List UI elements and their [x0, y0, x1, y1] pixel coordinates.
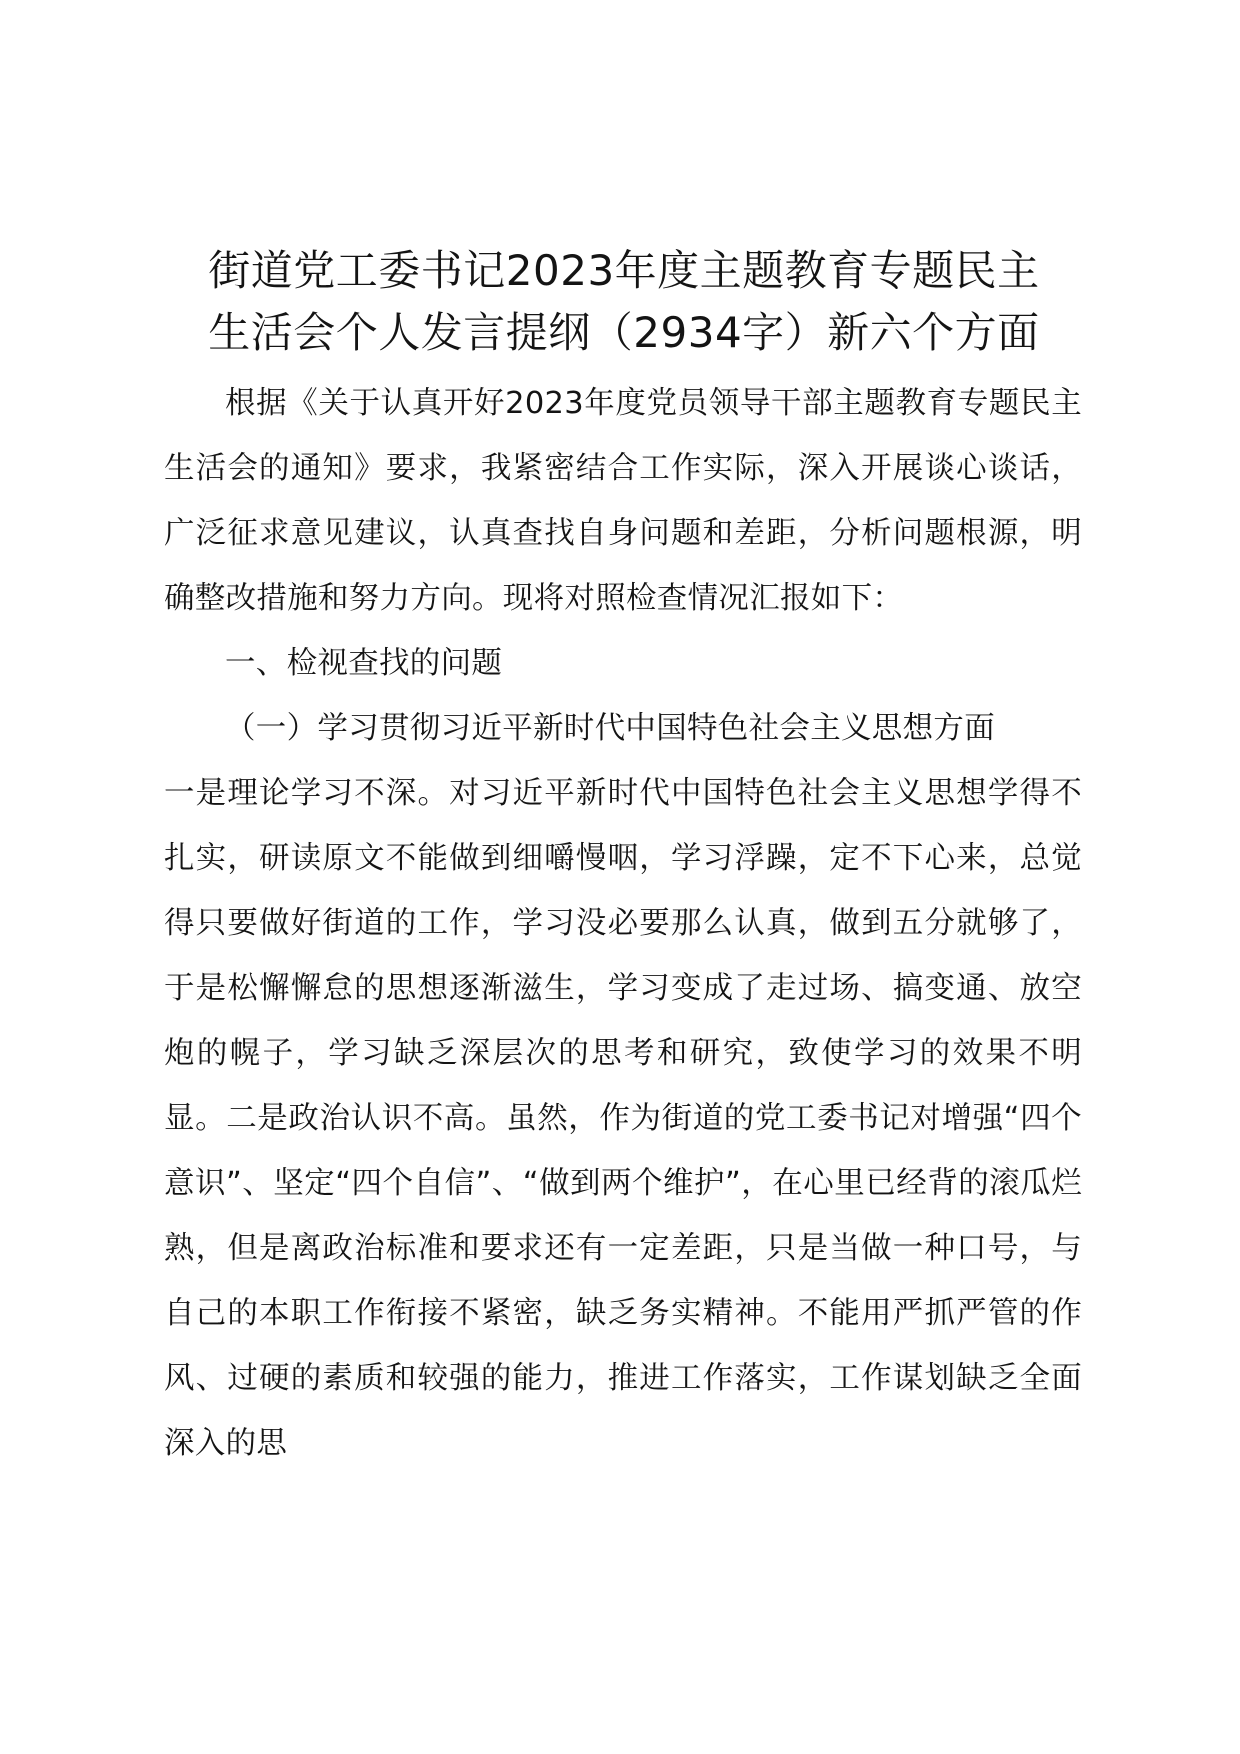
intro-paragraph: 根据《关于认真开好2023年度党员领导干部主题教育专题民主生活会的通知》要求，我紧密结合工作实际，深入开展谈心谈话，广泛征求意见建议，认真查找自身问题和差距，分析问题根源，明确整改措施和努力方向。现将对照检查情况汇报如下：: [164, 386, 1082, 616]
title-line-1: 街道党工委书记2023年度主题教育专题民主: [208, 246, 1040, 295]
subsection-body-1: 一是理论学习不深。对习近平新时代中国特色社会主义思想学得不扎实，研读原文不能做到细嚼慢咽，学习浮躁，定不下心来，总觉得只要做好街道的工作，学习没必要那么认真，做到五分就够了，于是松懈懈怠的思想逐渐滋生，学习变成了走过场、搞变通、放空炮的幌子，学习缺乏深层次的思考和研究，致使学习的效果不明显。二是政治认识不高。虽然，作为街道的党工委书记对增强“四个意识”、坚定“四个自信”、“做到两个维护”，在心里已经背的滚瓜烂熟，但是离政治标准和要求还有一定差距，只是当做一种口号，与自己的本职工作衔接不紧密，缺乏务实精神。不能用严抓严管的作风、过硬的素质和较强的能力，推进工作落实，工作谋划缺乏全面深入的思: [164, 776, 1082, 1461]
subsection-heading-1: （一）学习贯彻习近平新时代中国特色社会主义思想方面: [225, 711, 995, 746]
title-line-2: 生活会个人发言提纲（2934字）新六个方面: [208, 308, 1040, 357]
section-heading-1: 一、检视查找的问题: [225, 646, 503, 681]
document-title: [164, 240, 1084, 364]
document-body: [164, 371, 1082, 1476]
